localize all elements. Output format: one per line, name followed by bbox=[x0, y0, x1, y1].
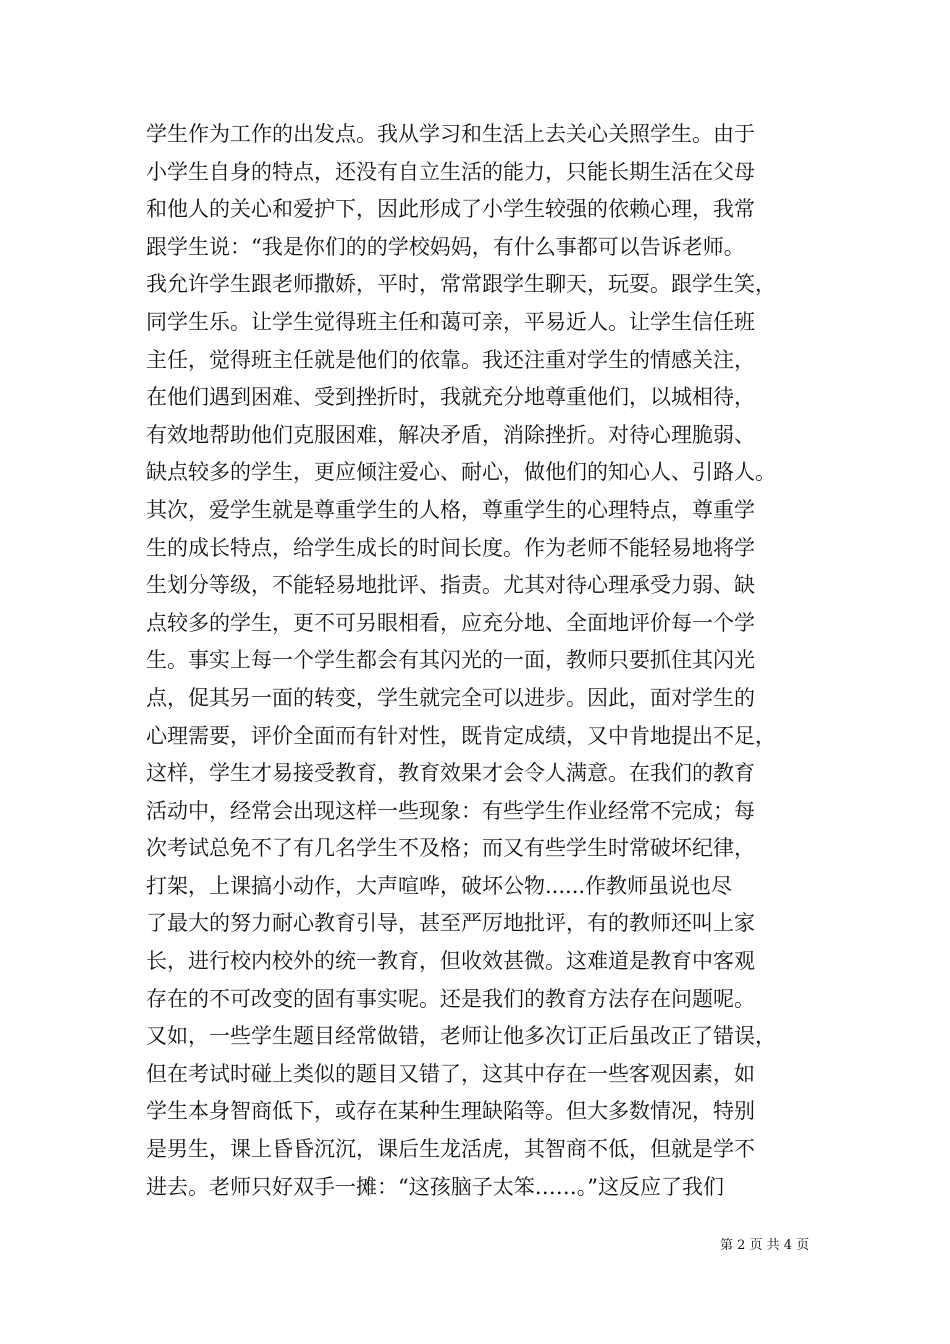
text-line: 活动中，经常会出现这样一些现象：有些学生作业经常不完成；每 bbox=[146, 798, 755, 823]
text-line: 是男生，课上昏昏沉沉，课后生龙活虎，其智商不低，但就是学不 bbox=[146, 1137, 755, 1162]
text-line: 其次，爱学生就是尊重学生的人格，尊重学生的心理特点，尊重学 bbox=[146, 497, 755, 522]
text-line: 又如，一些学生题目经常做错，老师让他多次订正后虽改正了错误， bbox=[146, 1024, 776, 1049]
text-line: 我允许学生跟老师撒娇，平时，常常跟学生聊天，玩耍。跟学生笑， bbox=[146, 272, 776, 297]
text-line: 和他人的关心和爱护下，因此形成了小学生较强的依赖心理，我常 bbox=[146, 197, 755, 222]
page-number: 第 2 页 共 4 页 bbox=[720, 1238, 810, 1253]
text-line: 生。事实上每一个学生都会有其闪光的一面，教师只要抓住其闪光 bbox=[146, 648, 755, 673]
text-line: 心理需要，评价全面而有针对性，既肯定成绩，又中肯地提出不足， bbox=[146, 723, 776, 748]
text-line: 跟学生说：“我是你们的的学校妈妈，有什么事都可以告诉老师。 bbox=[146, 234, 745, 259]
text-line: 点，促其另一面的转变，学生就完全可以进步。因此，面对学生的 bbox=[146, 685, 755, 710]
text-line: 生划分等级，不能轻易地批评、指责。尤其对待心理承受力弱、缺 bbox=[146, 573, 755, 598]
text-line: 次考试总免不了有几名学生不及格；而又有些学生时常破坏纪律， bbox=[146, 836, 755, 861]
text-line: 主任，觉得班主任就是他们的依靠。我还注重对学生的情感关注， bbox=[146, 347, 755, 372]
text-line: 在他们遇到困难、受到挫折时，我就充分地尊重他们，以城相待， bbox=[146, 385, 755, 410]
text-line: 学生作为工作的出发点。我从学习和生活上去关心关照学生。由于 bbox=[146, 122, 755, 146]
text-line: 小学生自身的特点，还没有自立生活的能力，只能长期生活在父母 bbox=[146, 159, 755, 184]
text-line: 学生本身智商低下，或存在某种生理缺陷等。但大多数情况，特别 bbox=[146, 1099, 755, 1124]
text-line: 长，进行校内校外的统一教育，但收效甚微。这难道是教育中客观 bbox=[146, 949, 755, 974]
text-line: 打架，上课搞小动作，大声喧哗，破坏公物......作教师虽说也尽 bbox=[146, 873, 733, 898]
text-line: 存在的不可改变的固有事实呢。还是我们的教育方法存在问题呢。 bbox=[146, 986, 755, 1011]
text-line: 有效地帮助他们克服困难，解决矛盾，消除挫折。对待心理脆弱、 bbox=[146, 422, 755, 447]
text-line: 缺点较多的学生，更应倾注爱心、耐心，做他们的知心人、引路人。 bbox=[146, 460, 776, 485]
text-line: 但在考试时碰上类似的题目又错了，这其中存在一些客观因素，如 bbox=[146, 1061, 755, 1086]
text-line: 这样，学生才易接受教育，教育效果才会令人满意。在我们的教育 bbox=[146, 761, 755, 786]
body-text bbox=[146, 116, 806, 1206]
text-line: 了最大的努力耐心教育引导，甚至严厉地批评，有的教师还叫上家 bbox=[146, 911, 755, 936]
text-line: 同学生乐。让学生觉得班主任和蔼可亲，平易近人。让学生信任班 bbox=[146, 309, 755, 334]
text-line: 点较多的学生，更不可另眼相看，应充分地、全面地评价每一个学 bbox=[146, 610, 755, 635]
text-line: 进去。老师只好双手一摊：“这孩脑子太笨……。”这反应了我们 bbox=[146, 1174, 724, 1199]
text-line: 生的成长特点，给学生成长的时间长度。作为老师不能轻易地将学 bbox=[146, 535, 755, 560]
